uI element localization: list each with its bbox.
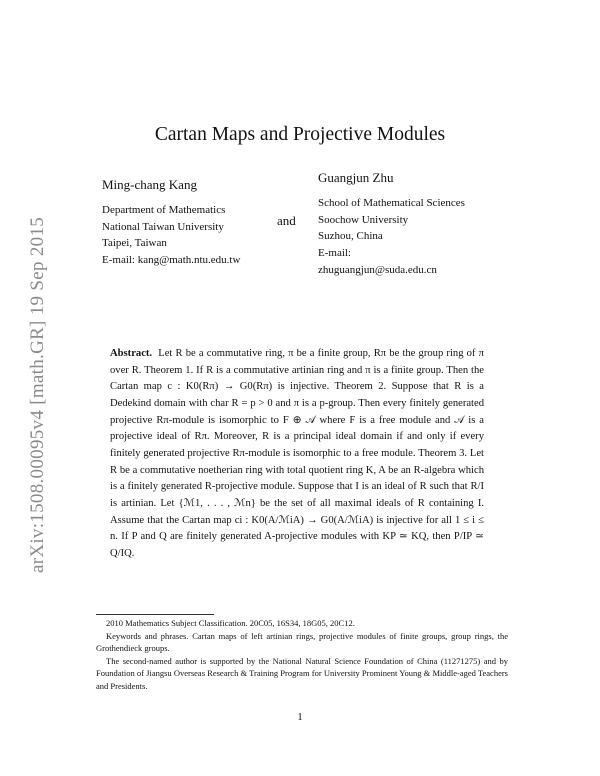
author-left-affiliation-line: Taipei, Taiwan (102, 237, 167, 250)
author-left-name: Ming-chang Kang (102, 177, 197, 192)
footnotes (96, 617, 508, 693)
paper-title: Cartan Maps and Projective Modules (154, 124, 446, 145)
arxiv-identifier-stamp: arXiv:1508.00095v4 [math.GR] 19 Sep 2015 (27, 216, 48, 574)
footnote-keywords: Keywords and phrases. Cartan maps of left artinian rings, projective modules of finite groups, group rings, the Grothendieck groups. (96, 630, 508, 654)
author-right (318, 170, 465, 279)
abstract-label: Abstract. (110, 348, 153, 359)
page-number: 1 (297, 711, 303, 723)
author-right-email: zhuguangjun@suda.edu.cn (318, 263, 437, 276)
author-right-affiliation-line: Soochow University (318, 213, 409, 226)
abstract (110, 346, 484, 563)
footnote-msc: 2010 Mathematics Subject Classification. 20C05, 16S34, 18G05, 20C12. (106, 618, 355, 628)
author-conjunction: and (277, 213, 296, 228)
author-right-affiliation-line: Suzhou, China (318, 230, 383, 243)
author-left-email: E-mail: kang@math.ntu.edu.tw (102, 254, 241, 267)
author-left (102, 177, 240, 269)
footnote-divider (96, 614, 214, 615)
author-left-affiliation-line: Department of Mathematics (102, 203, 226, 216)
author-right-email-label: E-mail: (318, 247, 351, 260)
footnote-funding: The second-named author is supported by the National Natural Science Foundation of China (11271275) and by Foundation of Jiangsu Overseas Research & Training Program for University Prominent Young & Middle-aged Teachers and Presidents. (96, 655, 508, 691)
abstract-text: Let R be a commutative ring, π be a finite group, Rπ be the group ring of π over R. Theorem 1. If R is a commutative artinian ring and π is a finite group. Then the Cartan map c : K0(Rπ) → G0(Rπ) is injective. Theorem 2. Suppose that R is a Dedekind domain with char R = p > 0 and π is a p-group. Then every finitely generated projective Rπ-module is isomorphic to F ⊕ 𝒜 where F is a free module and 𝒜 is a projective ideal of Rπ. Moreover, R is a principal ideal domain if and only if every finitely generated projective Rπ-module is isomorphic to a free module. Theorem 3. Let R be a commutative noetherian ring with total quotient ring K, A be an R-algebra which is a finitely generated R-projective module. Suppose that I is an ideal of R such that R/I is artinian. Let {ℳ1, . . . , ℳn} be the set of all maximal ideals of R containing I. Assume that the Cartan map ci : K0(A/ℳiA) → G0(A/ℳiA) is injective for all 1 ≤ i ≤ n. If P and Q are finitely generated A-projective modules with KP ≃ KQ, then P/IP ≃ Q/IQ. (110, 348, 484, 559)
author-left-affiliation-line: National Taiwan University (102, 220, 224, 233)
author-right-name: Guangjun Zhu (318, 170, 394, 185)
author-right-affiliation-line: School of Mathematical Sciences (318, 196, 465, 209)
